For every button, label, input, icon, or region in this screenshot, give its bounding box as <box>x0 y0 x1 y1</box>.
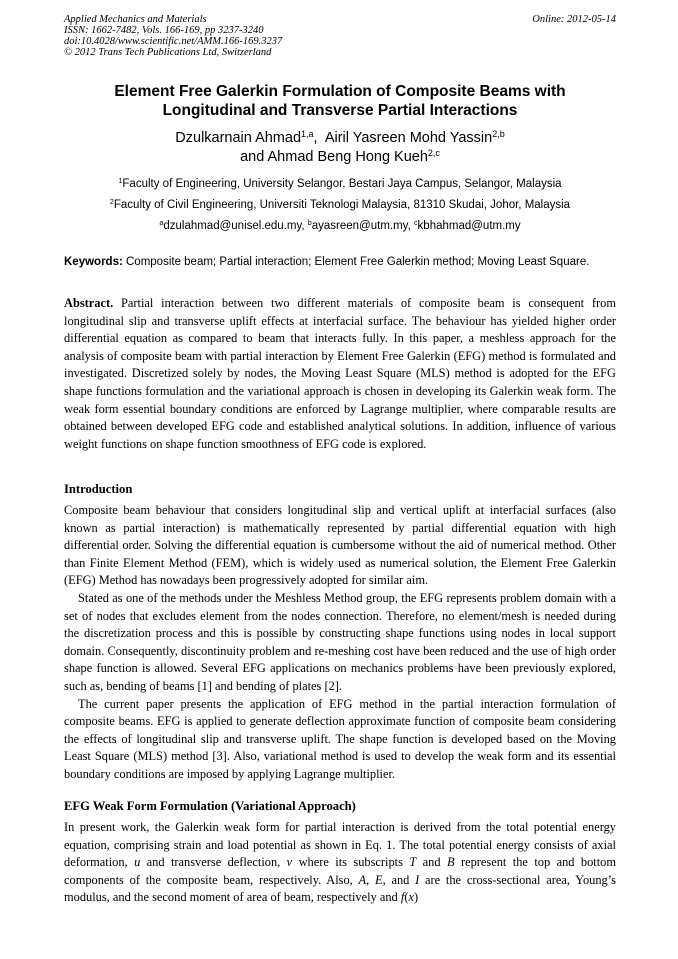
introduction-heading: Introduction <box>64 482 133 496</box>
affiliation-2-text: Faculty of Civil Engineering, Universiti Teknologi Malaysia, 81310 Skudai, Johor, Malaysia <box>113 199 571 211</box>
author-2-affiliation: 2,b <box>492 129 505 140</box>
title-line-2: Longitudinal and Transverse Partial Interactions <box>162 102 518 119</box>
keywords-label: Keywords: <box>64 256 123 268</box>
intro-paragraph-1: Composite beam behaviour that considers longitudinal slip and vertical uplift at interfacial surfaces (also known as partial interaction) is mathematically represented by partial differential equation with high differential order. Solving the differential equation is cumbersome without the aid of numerical method. Other than Finite Element Method (FEM), which is widely used as numerical solution, the Element Free Galerkin (EFG) Method has nowadays been progressively adopted for similar aim. <box>64 503 616 588</box>
affiliation-2 <box>64 198 616 212</box>
author-3-affiliation: 2,c <box>427 148 440 159</box>
intro-paragraph-2: Stated as one of the methods under the Meshless Method group, the EFG represents problem domain with a set of nodes that excludes element from the nodes connection. Therefore, no element/mesh is needed during the discretization process and this is possible by constructing shape functions using nodes in local support domain. Consequently, discontinuity problem and re-meshing cost have been reduced and the use of high order shape function is allowed. Several EFG applications on mechanics problems have been previously explored, such as, bending of beams [1] and bending of plates [2]. <box>64 590 616 693</box>
abstract-text: Partial interaction between two different materials of composite beam is consequent from longitudinal slip and transverse uplift effects at interfacial surface. The behaviour has yielded higher order differential equation as compared to beam that interacts fully. In this paper, a meshless approach for the analysis of composite beam with partial interaction by Element Free Galerkin (EFG) method is formulated and investigated. Discretized solely by nodes, the Moving Least Square (MLS) method is adopted for the EFG shape functions formulation and the variational approach is chosen in developing its Galerkin weak form. The weak form essential boundary conditions are enforced by Lagrange multiplier, where comparable results are obtained between developed EFG code and established analytical solutions. In addition, influence of various weight functions on shape function smoothness of EFG code is explored. <box>64 296 616 451</box>
publication-header <box>64 14 616 58</box>
intro-paragraph-3: The current paper presents the application of EFG method in the partial interaction formulation of composite beams. EFG is applied to generate deflection approximate function of composite beam considering the effects of longitudinal slip and transverse uplift. The shape function is developed based on the Moving Least Square (MLS) method [3]. Also, variational method is used to develop the weak form and its essential boundary conditions are imposed by applying Lagrange multiplier. <box>64 696 616 781</box>
efg-section-body <box>64 819 616 907</box>
affiliation-1-text: Faculty of Engineering, University Selangor, Bestari Jaya Campus, Selangor, Malaysia <box>122 178 562 190</box>
affiliation-1 <box>64 177 616 191</box>
email-a-marker: a <box>159 219 164 228</box>
issn-line: ISSN: 1662-7482, Vols. 166-169, pp 3237-3240 <box>64 25 264 36</box>
email-line <box>64 219 616 233</box>
copyright-line: © 2012 Trans Tech Publications Ltd, Switzerland <box>64 47 272 58</box>
title-line-1: Element Free Galerkin Formulation of Composite Beams with <box>114 83 566 100</box>
author-conjunction: and <box>240 149 265 165</box>
author-2: Airil Yasreen Mohd Yassin <box>324 130 493 146</box>
email-b-marker: b <box>307 219 312 228</box>
abstract <box>64 295 616 453</box>
journal-name: Applied Mechanics and Materials <box>64 14 207 25</box>
keywords <box>64 255 616 269</box>
efg-section-heading: EFG Weak Form Formulation (Variational Approach) <box>64 799 356 813</box>
author-3: Ahmad Beng Hong Kueh <box>267 149 428 165</box>
affiliation-2-marker: 2 <box>109 198 114 207</box>
paper-title <box>64 82 616 120</box>
keywords-text: Composite beam; Partial interaction; Element Free Galerkin method; Moving Least Square. <box>126 256 590 268</box>
efg-paragraph: In present work, the Galerkin weak form for partial interaction is derived from the total potential energy equation, comprising strain and load potential as shown in Eq. 1. The total potential energy consists of axial deformation, u and transverse deflection, v where its subscripts T and B represent the top and bottom components of the composite beam, respectively. Also, A, E, and I are the cross-sectional area, Young’s modulus, and the second moment of area of beam, respectively and f(x) <box>64 820 616 905</box>
author-list: Dzulkarnain Ahmad$^{1,a}$, Airil Yasreen Mohd Yassin$^{2,b}$ and Ahmad Beng Hong Kueh$^{2,c}$ <box>175 129 505 165</box>
author-1: Dzulkarnain Ahmad <box>175 130 302 146</box>
email-c-marker: c <box>413 219 418 228</box>
abstract-label: Abstract. <box>64 296 114 310</box>
email-a[interactable]: dzulahmad@unisel.edu.my, <box>163 220 305 232</box>
online-date: Online: 2012-05-14 <box>532 14 616 25</box>
doi-line: doi:10.4028/www.scientific.net/AMM.166-169.3237 <box>64 36 283 47</box>
introduction-body <box>64 502 616 784</box>
email-c[interactable]: kbhahmad@utm.my <box>417 220 521 232</box>
author-1-affiliation: 1,a <box>301 129 314 140</box>
email-b[interactable]: ayasreen@utm.my, <box>311 220 411 232</box>
affiliation-1-marker: 1 <box>118 177 123 186</box>
